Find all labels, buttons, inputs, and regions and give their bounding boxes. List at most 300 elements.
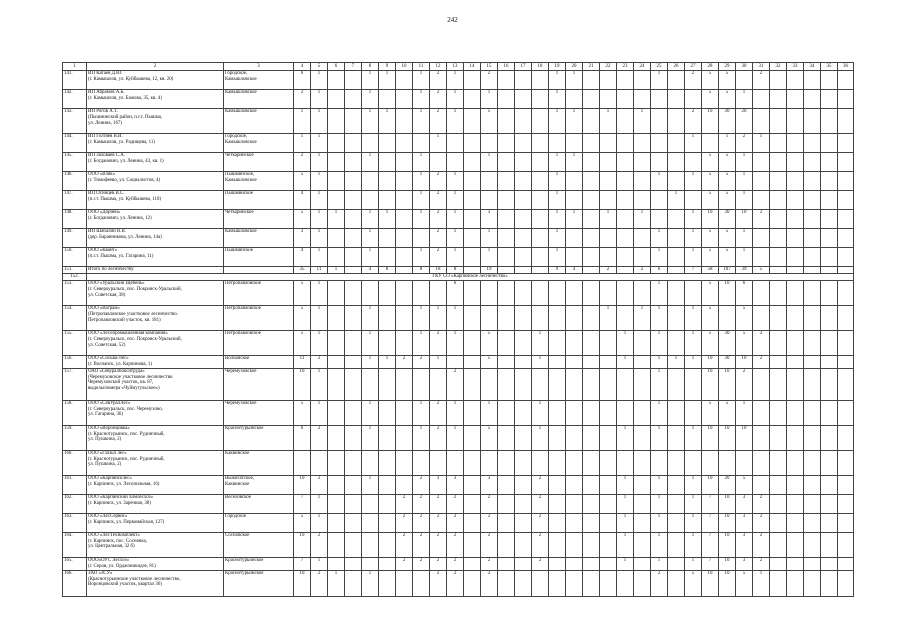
value-cell: 1 — [685, 248, 702, 267]
value-cell: 30 — [719, 330, 736, 355]
value-cell: 2 — [396, 532, 413, 557]
row-number: 165. — [63, 557, 87, 570]
value-cell — [328, 71, 345, 90]
value-cell: 20 — [719, 475, 736, 494]
value-cell — [838, 229, 854, 248]
value-cell — [413, 368, 430, 400]
value-cell — [566, 191, 583, 210]
value-cell: 2 — [430, 210, 447, 229]
value-cell — [481, 134, 498, 153]
value-cell — [549, 280, 566, 305]
value-cell: 2 — [430, 330, 447, 355]
value-cell — [498, 570, 515, 596]
value-cell — [566, 229, 583, 248]
value-cell: 1 — [617, 330, 634, 355]
value-cell — [770, 191, 787, 210]
header-cell: 26 — [668, 63, 685, 71]
value-cell: 1 — [685, 134, 702, 153]
value-cell — [498, 191, 515, 210]
table-row — [63, 368, 854, 400]
value-cell — [617, 172, 634, 191]
row-number: 153. — [63, 280, 87, 305]
value-cell — [821, 368, 838, 400]
value-cell — [464, 134, 481, 153]
value-cell — [498, 109, 515, 134]
value-cell — [532, 172, 549, 191]
forestry-cell: Городское — [224, 513, 294, 532]
value-cell — [362, 513, 379, 532]
value-cell: 10 — [719, 280, 736, 305]
value-cell — [770, 557, 787, 570]
value-cell — [413, 229, 430, 248]
value-cell — [498, 400, 515, 425]
table-row — [63, 90, 854, 109]
organization-cell: ИП Катаев Д.Ю. (г. Камышлов, ул. Куйбышева, 12, кв. 20) — [87, 71, 224, 90]
value-cell: 5 — [702, 191, 719, 210]
value-cell: 1 — [379, 109, 396, 134]
value-cell — [396, 570, 413, 596]
value-cell — [566, 280, 583, 305]
value-cell — [668, 280, 685, 305]
table-row — [63, 570, 854, 596]
value-cell — [464, 513, 481, 532]
value-cell — [345, 355, 362, 368]
organization-cell: ЗАО «ЗСУ» (Краснотурьинское участковое лесничество, Воронцовский участок, квартал 36) — [87, 570, 224, 596]
value-cell — [804, 153, 821, 172]
value-cell — [668, 109, 685, 134]
value-cell: 2 — [430, 229, 447, 248]
value-cell — [498, 368, 515, 400]
value-cell: 7 — [685, 267, 702, 274]
value-cell — [515, 355, 532, 368]
value-cell: 5 — [736, 305, 753, 330]
value-cell — [328, 557, 345, 570]
value-cell: 1 — [617, 513, 634, 532]
table-row — [63, 71, 854, 90]
value-cell: 1 — [362, 210, 379, 229]
value-cell — [617, 368, 634, 400]
table-row — [63, 109, 854, 134]
header-cell: 33 — [787, 63, 804, 71]
value-cell: 19 — [481, 267, 498, 274]
value-cell — [396, 71, 413, 90]
value-cell: 11 — [311, 267, 328, 274]
value-cell: 10 — [719, 368, 736, 400]
value-cell: 1 — [549, 229, 566, 248]
value-cell: 1 — [651, 172, 668, 191]
value-cell: 1 — [413, 90, 430, 109]
table-row — [63, 229, 854, 248]
value-cell — [668, 400, 685, 425]
value-cell — [668, 425, 685, 450]
value-cell — [804, 425, 821, 450]
value-cell — [753, 229, 770, 248]
value-cell: 1 — [685, 513, 702, 532]
value-cell: 5 — [481, 355, 498, 368]
value-cell — [600, 400, 617, 425]
value-cell: 10 — [702, 570, 719, 596]
value-cell: 1 — [566, 71, 583, 90]
value-cell: 1 — [549, 210, 566, 229]
value-cell — [345, 90, 362, 109]
value-cell: 1 — [736, 172, 753, 191]
value-cell: 1 — [753, 570, 770, 596]
value-cell: 4 — [362, 267, 379, 274]
forestry-cell: Камышловское — [224, 229, 294, 248]
table-row — [63, 494, 854, 513]
value-cell — [515, 305, 532, 330]
organization-cell: ООО «СевУралЛес» (г. Североуральск, пос. Черемухово, ул. Гагарина, 36) — [87, 400, 224, 425]
table-row — [63, 134, 854, 153]
value-cell: 1 — [651, 355, 668, 368]
value-cell — [787, 513, 804, 532]
value-cell — [464, 368, 481, 400]
value-cell: 2 — [532, 557, 549, 570]
value-cell: 1 — [617, 425, 634, 450]
value-cell: 1 — [413, 248, 430, 267]
value-cell — [770, 368, 787, 400]
value-cell — [328, 305, 345, 330]
value-cell — [838, 330, 854, 355]
value-cell: 1 — [379, 210, 396, 229]
value-cell — [464, 330, 481, 355]
header-cell: 27 — [685, 63, 702, 71]
value-cell — [328, 109, 345, 134]
value-cell: 1 — [651, 513, 668, 532]
value-cell — [838, 90, 854, 109]
value-cell — [396, 475, 413, 494]
value-cell: 1 — [685, 305, 702, 330]
value-cell: 1 — [362, 109, 379, 134]
value-cell — [600, 570, 617, 596]
table-row — [63, 557, 854, 570]
value-cell: 30 — [719, 355, 736, 368]
value-cell — [651, 210, 668, 229]
value-cell — [804, 90, 821, 109]
value-cell: 4 — [566, 267, 583, 274]
value-cell — [498, 153, 515, 172]
value-cell — [600, 71, 617, 90]
value-cell — [685, 400, 702, 425]
value-cell: 1 — [549, 109, 566, 134]
table-row — [63, 450, 854, 475]
value-cell — [345, 330, 362, 355]
value-cell — [498, 532, 515, 557]
value-cell: 2 — [685, 109, 702, 134]
value-cell: 10 — [294, 475, 311, 494]
value-cell: 1 — [413, 191, 430, 210]
value-cell: 1 — [328, 267, 345, 274]
value-cell — [770, 425, 787, 450]
value-cell: 1 — [532, 330, 549, 355]
value-cell — [821, 191, 838, 210]
value-cell: 35 — [294, 267, 311, 274]
value-cell: 5 — [294, 280, 311, 305]
value-cell — [804, 109, 821, 134]
value-cell — [566, 90, 583, 109]
value-cell: 2 — [311, 532, 328, 557]
value-cell: 2 — [430, 494, 447, 513]
row-number: 148. — [63, 210, 87, 229]
value-cell — [532, 450, 549, 475]
value-cell — [379, 368, 396, 400]
value-cell: 1 — [549, 191, 566, 210]
value-cell — [379, 153, 396, 172]
value-cell — [804, 134, 821, 153]
forestry-cell: Петропавловское — [224, 305, 294, 330]
value-cell — [753, 109, 770, 134]
value-cell — [515, 513, 532, 532]
organization-cell: ООО «Дорней» (г. Богданович, ул. Ленина, 12) — [87, 210, 224, 229]
value-cell: 5 — [719, 400, 736, 425]
value-cell — [668, 71, 685, 90]
value-cell — [668, 494, 685, 513]
value-cell — [753, 280, 770, 305]
header-cell: 19 — [549, 63, 566, 71]
header-cell: 7 — [345, 63, 362, 71]
value-cell — [515, 475, 532, 494]
value-cell — [532, 305, 549, 330]
value-cell: 1 — [362, 330, 379, 355]
value-cell — [600, 557, 617, 570]
value-cell — [804, 267, 821, 274]
value-cell: 2 — [753, 557, 770, 570]
organization-cell: ИП Рогов А.Т. (Пышминский район, п.г.т. Пышма, ул. Ленина, 167) — [87, 109, 224, 134]
value-cell — [328, 248, 345, 267]
value-cell — [345, 71, 362, 90]
value-cell — [379, 475, 396, 494]
value-cell — [362, 494, 379, 513]
value-cell: 2 — [753, 210, 770, 229]
value-cell: 2 — [396, 494, 413, 513]
value-cell — [396, 248, 413, 267]
table-row — [63, 210, 854, 229]
value-cell — [804, 330, 821, 355]
value-cell: 1 — [379, 355, 396, 368]
value-cell — [583, 172, 600, 191]
value-cell — [804, 210, 821, 229]
value-cell — [532, 153, 549, 172]
value-cell: 1 — [481, 400, 498, 425]
value-cell: 1 — [311, 153, 328, 172]
value-cell — [345, 248, 362, 267]
value-cell: 1 — [651, 229, 668, 248]
value-cell: 2 — [413, 513, 430, 532]
value-cell — [362, 134, 379, 153]
value-cell — [583, 557, 600, 570]
value-cell — [379, 134, 396, 153]
header-cell: 1 — [63, 63, 87, 71]
value-cell: 3 — [736, 494, 753, 513]
value-cell: 1 — [430, 355, 447, 368]
value-cell — [821, 229, 838, 248]
value-cell: 1 — [311, 368, 328, 400]
value-cell: 10 — [736, 425, 753, 450]
row-number: 163. — [63, 513, 87, 532]
value-cell — [753, 368, 770, 400]
value-cell: 1 — [311, 513, 328, 532]
forestry-cell: Черёмуховское — [224, 400, 294, 425]
value-cell — [362, 532, 379, 557]
value-cell — [430, 450, 447, 475]
table-row — [63, 475, 854, 494]
value-cell — [634, 153, 651, 172]
forestry-cell: Четкаринское — [224, 153, 294, 172]
value-cell: 1 — [362, 71, 379, 90]
value-cell — [770, 172, 787, 191]
value-cell — [821, 570, 838, 596]
value-cell — [379, 513, 396, 532]
value-cell — [634, 570, 651, 596]
organization-cell: ООО «Вляк» (г. Тимофеево, ул. Социалистов, 4) — [87, 172, 224, 191]
value-cell — [617, 134, 634, 153]
value-cell — [583, 532, 600, 557]
value-cell: 5 — [702, 400, 719, 425]
value-cell — [583, 513, 600, 532]
value-cell — [481, 368, 498, 400]
value-cell — [583, 229, 600, 248]
value-cell: 10 — [702, 368, 719, 400]
value-cell: 1 — [294, 134, 311, 153]
value-cell — [668, 210, 685, 229]
value-cell — [668, 513, 685, 532]
value-cell: 1 — [481, 153, 498, 172]
value-cell — [396, 229, 413, 248]
value-cell — [396, 267, 413, 274]
value-cell: 10 — [736, 210, 753, 229]
value-cell — [668, 475, 685, 494]
value-cell — [464, 450, 481, 475]
value-cell — [362, 280, 379, 305]
value-cell: 107 — [719, 267, 736, 274]
value-cell: 10 — [736, 355, 753, 368]
value-cell: 5 — [753, 267, 770, 274]
forestry-cell: Городское, Камышловское — [224, 71, 294, 90]
value-cell: 2 — [447, 532, 464, 557]
value-cell: 1 — [532, 400, 549, 425]
value-cell — [566, 557, 583, 570]
value-cell — [447, 355, 464, 368]
value-cell — [379, 305, 396, 330]
value-cell — [583, 400, 600, 425]
value-cell — [328, 191, 345, 210]
value-cell: 1 — [447, 109, 464, 134]
value-cell — [821, 109, 838, 134]
table-row — [63, 305, 854, 330]
value-cell — [396, 109, 413, 134]
value-cell — [379, 532, 396, 557]
value-cell — [617, 191, 634, 210]
value-cell — [481, 450, 498, 475]
value-cell — [328, 368, 345, 400]
value-cell — [566, 248, 583, 267]
value-cell — [804, 248, 821, 267]
value-cell — [634, 172, 651, 191]
value-cell — [464, 280, 481, 305]
value-cell — [396, 191, 413, 210]
value-cell — [430, 368, 447, 400]
value-cell — [549, 368, 566, 400]
value-cell — [838, 280, 854, 305]
value-cell — [787, 532, 804, 557]
value-cell: 1 — [736, 400, 753, 425]
value-cell — [549, 450, 566, 475]
organization-cell: ООО «Сосьва-Лес» (г. Волчанск, ул. Карпинова, 1) — [87, 355, 224, 368]
value-cell: 1 — [617, 475, 634, 494]
value-cell — [345, 400, 362, 425]
value-cell: 1 — [685, 425, 702, 450]
value-cell — [396, 134, 413, 153]
value-cell — [600, 513, 617, 532]
value-cell: 1 — [651, 305, 668, 330]
value-cell — [821, 355, 838, 368]
header-cell: 12 — [430, 63, 447, 71]
value-cell — [753, 475, 770, 494]
value-cell — [787, 305, 804, 330]
value-cell: 7 — [702, 513, 719, 532]
value-cell — [600, 475, 617, 494]
value-cell — [821, 134, 838, 153]
value-cell — [668, 368, 685, 400]
value-cell: 2 — [294, 90, 311, 109]
value-cell: 2 — [430, 425, 447, 450]
header-cell: 16 — [498, 63, 515, 71]
value-cell: 1 — [651, 280, 668, 305]
value-cell: 2 — [430, 557, 447, 570]
forestry-cell: Сосновское — [224, 532, 294, 557]
value-cell — [787, 280, 804, 305]
value-cell: 2 — [430, 513, 447, 532]
row-number: 150. — [63, 248, 87, 267]
value-cell — [566, 494, 583, 513]
value-cell — [787, 400, 804, 425]
value-cell — [532, 229, 549, 248]
value-cell — [328, 153, 345, 172]
value-cell — [362, 172, 379, 191]
value-cell — [821, 513, 838, 532]
value-cell: 2 — [447, 570, 464, 596]
section-title: ГКУ СО «Карпинское лесничество» — [87, 274, 854, 281]
value-cell: 6 — [736, 280, 753, 305]
row-number: 159. — [63, 425, 87, 450]
organization-cell: ИП Абрамов А.Б. (г. Камышлов, ул. Бажова, 35, кв. 4) — [87, 90, 224, 109]
value-cell: 2 — [753, 532, 770, 557]
value-cell — [430, 153, 447, 172]
forestry-cell — [224, 267, 294, 274]
value-cell: 1 — [481, 248, 498, 267]
value-cell: 8 — [447, 267, 464, 274]
value-cell — [345, 109, 362, 134]
value-cell — [821, 210, 838, 229]
forestry-cell: Городское, Камышловское — [224, 134, 294, 153]
value-cell: 2 — [430, 90, 447, 109]
row-number: 158. — [63, 400, 87, 425]
value-cell — [787, 355, 804, 368]
table-row — [63, 330, 854, 355]
value-cell — [464, 400, 481, 425]
data-table — [62, 62, 854, 597]
value-cell: 1 — [600, 109, 617, 134]
value-cell: 2 — [481, 532, 498, 557]
header-cell: 2 — [87, 63, 224, 71]
value-cell — [838, 248, 854, 267]
row-number: 143. — [63, 109, 87, 134]
value-cell — [668, 248, 685, 267]
forestry-cell: Пышминское, Камышловское — [224, 172, 294, 191]
value-cell — [787, 153, 804, 172]
value-cell — [583, 330, 600, 355]
value-cell — [515, 134, 532, 153]
